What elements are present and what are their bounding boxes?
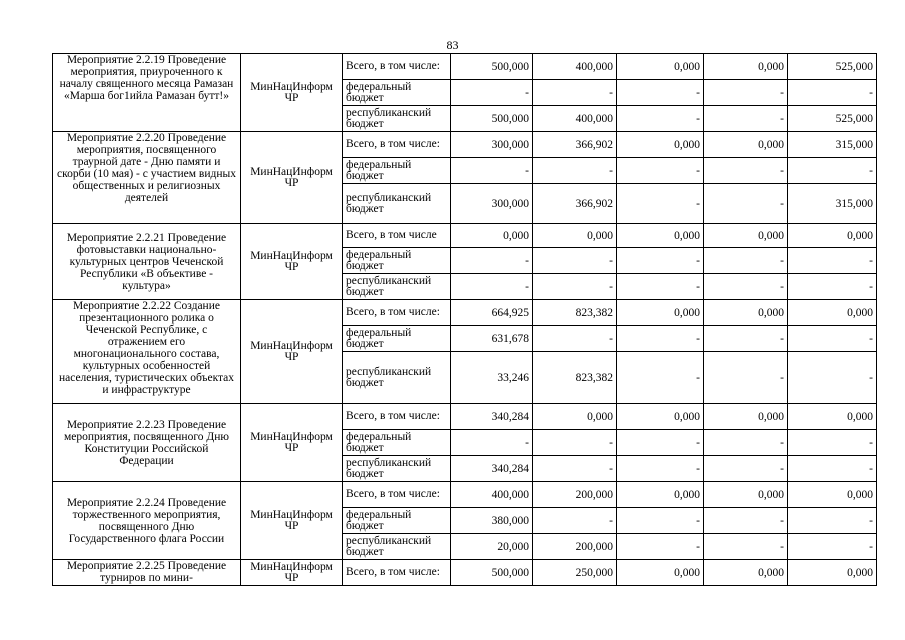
amount-cell: - <box>533 274 617 300</box>
amount-cell: 380,000 <box>451 508 533 534</box>
amount-cell: 366,902 <box>533 132 617 158</box>
amount-cell: 0,000 <box>704 54 788 80</box>
amount-cell: - <box>788 274 877 300</box>
responsible-org: МинНацИнформ ЧР <box>241 482 343 560</box>
funding-source: республиканский бюджет <box>343 352 451 404</box>
funding-source: Всего, в том числе: <box>343 560 451 586</box>
event-description: Мероприятие 2.2.23 Проведение мероприятия, посвященного Дню Конституции Российской Федерации <box>53 404 241 482</box>
event-description: Мероприятие 2.2.20 Проведение мероприятия, посвященного траурной дате - Дню памяти и скорби (10 мая) - с участием видных общественных и религиозных деятелей <box>53 132 241 224</box>
amount-cell: - <box>533 326 617 352</box>
amount-cell: - <box>617 248 704 274</box>
amount-cell: - <box>617 352 704 404</box>
funding-source: республиканский бюджет <box>343 274 451 300</box>
funding-source: республиканский бюджет <box>343 106 451 132</box>
event-block-2-2-22 <box>53 300 877 404</box>
amount-cell: - <box>788 508 877 534</box>
amount-cell: 0,000 <box>533 404 617 430</box>
amount-cell: - <box>704 430 788 456</box>
table-row <box>53 224 877 248</box>
amount-cell: - <box>704 534 788 560</box>
amount-cell: - <box>788 430 877 456</box>
amount-cell: - <box>451 430 533 456</box>
amount-cell: 33,246 <box>451 352 533 404</box>
amount-cell: 525,000 <box>788 54 877 80</box>
amount-cell: 823,382 <box>533 352 617 404</box>
table-row <box>53 300 877 326</box>
amount-cell: 400,000 <box>533 54 617 80</box>
amount-cell: 200,000 <box>533 482 617 508</box>
amount-cell: - <box>617 326 704 352</box>
funding-source: Всего, в том числе: <box>343 404 451 430</box>
amount-cell: - <box>533 158 617 184</box>
amount-cell: - <box>533 456 617 482</box>
amount-cell: - <box>533 508 617 534</box>
event-description: Мероприятие 2.2.22 Создание презентационного ролика о Чеченской Республике, с отражением его многонационального состава, культурных особенностей населения, туристических объектах и инфраструктуре <box>53 300 241 404</box>
amount-cell: - <box>617 106 704 132</box>
event-block-2-2-24 <box>53 482 877 560</box>
responsible-org: МинНацИнформ ЧР <box>241 54 343 132</box>
amount-cell: 20,000 <box>451 534 533 560</box>
amount-cell: - <box>704 274 788 300</box>
table-row <box>53 560 877 586</box>
amount-cell: 400,000 <box>451 482 533 508</box>
amount-cell: 0,000 <box>704 300 788 326</box>
event-description: Мероприятие 2.2.25 Проведение турниров по мини- <box>53 560 241 586</box>
amount-cell: - <box>704 106 788 132</box>
responsible-org: МинНацИнформ ЧР <box>241 224 343 300</box>
amount-cell: 315,000 <box>788 184 877 224</box>
responsible-org: МинНацИнформ ЧР <box>241 300 343 404</box>
amount-cell: - <box>788 158 877 184</box>
funding-source: федеральный бюджет <box>343 508 451 534</box>
responsible-org: МинНацИнформ ЧР <box>241 132 343 224</box>
amount-cell: 0,000 <box>617 54 704 80</box>
amount-cell: 0,000 <box>704 482 788 508</box>
amount-cell: 0,000 <box>704 404 788 430</box>
amount-cell: 0,000 <box>704 224 788 248</box>
amount-cell: 0,000 <box>704 132 788 158</box>
amount-cell: 400,000 <box>533 106 617 132</box>
amount-cell: - <box>617 508 704 534</box>
amount-cell: 0,000 <box>617 224 704 248</box>
amount-cell: 0,000 <box>617 132 704 158</box>
amount-cell: - <box>533 80 617 106</box>
funding-source: Всего, в том числе: <box>343 54 451 80</box>
funding-source: Всего, в том числе: <box>343 300 451 326</box>
amount-cell: 664,925 <box>451 300 533 326</box>
amount-cell: - <box>704 184 788 224</box>
amount-cell: 0,000 <box>788 300 877 326</box>
amount-cell: 200,000 <box>533 534 617 560</box>
event-block-2-2-25 <box>53 560 877 586</box>
amount-cell: - <box>788 248 877 274</box>
amount-cell: - <box>704 248 788 274</box>
funding-source: федеральный бюджет <box>343 158 451 184</box>
amount-cell: 340,284 <box>451 456 533 482</box>
amount-cell: - <box>617 534 704 560</box>
amount-cell: - <box>788 80 877 106</box>
amount-cell: - <box>788 456 877 482</box>
amount-cell: - <box>451 80 533 106</box>
amount-cell: - <box>704 352 788 404</box>
amount-cell: - <box>617 430 704 456</box>
amount-cell: - <box>704 158 788 184</box>
amount-cell: 0,000 <box>788 404 877 430</box>
amount-cell: - <box>704 326 788 352</box>
amount-cell: 0,000 <box>451 224 533 248</box>
amount-cell: 0,000 <box>788 224 877 248</box>
amount-cell: 0,000 <box>617 404 704 430</box>
event-block-2-2-21 <box>53 224 877 300</box>
amount-cell: 0,000 <box>533 224 617 248</box>
amount-cell: 0,000 <box>788 560 877 586</box>
event-block-2-2-20 <box>53 132 877 224</box>
responsible-org: МинНацИнформ ЧР <box>241 560 343 586</box>
amount-cell: - <box>788 326 877 352</box>
page-number: 83 <box>446 38 459 52</box>
funding-source: республиканский бюджет <box>343 456 451 482</box>
funding-source: федеральный бюджет <box>343 430 451 456</box>
amount-cell: 250,000 <box>533 560 617 586</box>
event-description: Мероприятие 2.2.24 Проведение торжественного мероприятия, посвященного Дню Государственного флага России <box>53 482 241 560</box>
amount-cell: - <box>704 80 788 106</box>
amount-cell: 0,000 <box>704 560 788 586</box>
amount-cell: 0,000 <box>617 560 704 586</box>
amount-cell: 525,000 <box>788 106 877 132</box>
amount-cell: - <box>617 274 704 300</box>
amount-cell: 340,284 <box>451 404 533 430</box>
funding-source: республиканский бюджет <box>343 534 451 560</box>
table-row <box>53 54 877 80</box>
amount-cell: - <box>451 158 533 184</box>
amount-cell: - <box>617 158 704 184</box>
budget-table <box>52 53 877 586</box>
amount-cell: 300,000 <box>451 184 533 224</box>
amount-cell: - <box>617 80 704 106</box>
amount-cell: 315,000 <box>788 132 877 158</box>
funding-source: Всего, в том числе <box>343 224 451 248</box>
amount-cell: - <box>617 184 704 224</box>
amount-cell: - <box>617 456 704 482</box>
amount-cell: - <box>704 456 788 482</box>
amount-cell: 631,678 <box>451 326 533 352</box>
amount-cell: - <box>533 430 617 456</box>
amount-cell: 0,000 <box>788 482 877 508</box>
amount-cell: - <box>788 534 877 560</box>
amount-cell: - <box>533 248 617 274</box>
funding-source: федеральный бюджет <box>343 326 451 352</box>
amount-cell: - <box>451 274 533 300</box>
amount-cell: - <box>451 248 533 274</box>
event-description: Мероприятие 2.2.21 Проведение фотовыставки национально-культурных центров Чеченской Республики «В объективе - культура» <box>53 224 241 300</box>
funding-source: федеральный бюджет <box>343 80 451 106</box>
event-block-2-2-23 <box>53 404 877 482</box>
event-block-2-2-19 <box>53 54 877 132</box>
funding-source: Всего, в том числе: <box>343 132 451 158</box>
responsible-org: МинНацИнформ ЧР <box>241 404 343 482</box>
amount-cell: 500,000 <box>451 54 533 80</box>
amount-cell: 366,902 <box>533 184 617 224</box>
amount-cell: 0,000 <box>617 300 704 326</box>
funding-source: республиканский бюджет <box>343 184 451 224</box>
amount-cell: 500,000 <box>451 106 533 132</box>
funding-source: Всего, в том числе: <box>343 482 451 508</box>
table-row <box>53 404 877 430</box>
funding-source: федеральный бюджет <box>343 248 451 274</box>
amount-cell: - <box>704 508 788 534</box>
event-description: Мероприятие 2.2.19 Проведение мероприятия, приуроченного к началу священного месяца Рамазан «Марша бог1ийла Рамазан бутт!» <box>53 54 241 132</box>
amount-cell: 300,000 <box>451 132 533 158</box>
amount-cell: - <box>788 352 877 404</box>
amount-cell: 0,000 <box>617 482 704 508</box>
amount-cell: 823,382 <box>533 300 617 326</box>
amount-cell: 500,000 <box>451 560 533 586</box>
table-row <box>53 132 877 158</box>
table-row <box>53 482 877 508</box>
